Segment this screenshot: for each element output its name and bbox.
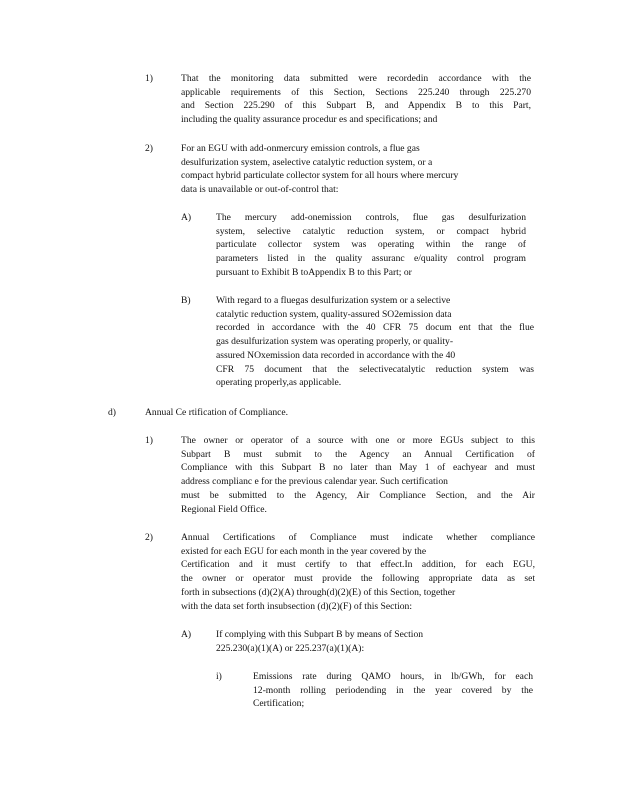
paragraph-annual-certification xyxy=(181,434,535,516)
text-line: recorded in accordance with the 40 CFR 75 docum ent that the flue xyxy=(216,322,534,334)
item-label: 2) xyxy=(145,143,153,154)
item-label: A) xyxy=(181,212,192,223)
text-line: applicable requirements of this Section, Sections 225.240 through 225.270 xyxy=(181,86,531,98)
paragraph-egu-controls xyxy=(181,142,521,197)
text-line: Certification; xyxy=(253,698,305,710)
text-line: with the data set forth insubsection (d)(2)(F) of this Section: xyxy=(181,600,413,612)
text-line: must be submitted to the Agency, Air Compliance Section, and the Air xyxy=(181,489,535,501)
paragraph-monitoring-data xyxy=(181,72,531,127)
text-line: forth in subsections (d)(2)(A) through(d)(2)(E) of this Section, together xyxy=(181,586,456,598)
paragraph-mercury-controls xyxy=(216,211,526,280)
text-line: With regard to a fluegas desulfurization system or a selective xyxy=(216,295,451,306)
paragraph-certification-content xyxy=(181,531,535,613)
text-line: compact hybrid particulate collector system for all hours where mercury xyxy=(181,170,459,182)
text-line: data is unavailable or out-of-control that: xyxy=(181,184,339,196)
text-line: gas desulfurization system was operating properly, or quality- xyxy=(216,336,454,348)
text-line: particulate collector system was operating within the range of xyxy=(216,239,526,251)
item-label: i) xyxy=(216,671,222,682)
text-line: assured NOxemission data recorded in accordance with the 40 xyxy=(216,349,456,361)
subsection-label: d) xyxy=(108,407,116,418)
text-line: desulfurization system, aselective catalytic reduction system, or a xyxy=(181,156,433,168)
text-line: catalytic reduction system, quality-assured SO2emission data xyxy=(216,308,452,320)
text-line: parameters listed in the quality assuranc e/quality control program xyxy=(216,253,526,265)
text-line: the owner or operator must provide the following appropriate data as set xyxy=(181,573,535,585)
text-line: pursuant to Exhibit B toAppendix B to this Part; or xyxy=(216,266,412,278)
subsection-heading xyxy=(145,406,445,420)
text-line: operating properly,as applicable. xyxy=(216,377,342,389)
item-label: A) xyxy=(181,629,192,640)
text-line: system, selective catalytic reduction system, or compact hybrid xyxy=(216,225,526,237)
text-line: That the monitoring data submitted were recordedin accordance with the xyxy=(181,73,531,84)
item-label: B) xyxy=(181,295,191,306)
text-line: If complying with this Subpart B by means of Section xyxy=(216,629,424,640)
paragraph-complying-means xyxy=(216,628,516,655)
text-line: Certification and it must certify to that effect.In addition, for each EGU, xyxy=(181,559,535,571)
text-line: CFR 75 document that the selectivecatalytic reduction system was xyxy=(216,363,534,375)
text-line: Emissions rate during QAMO hours, in lb/GWh, for each xyxy=(253,671,533,682)
text-line: The mercury add-onemission controls, flue gas desulfurization xyxy=(216,212,526,223)
text-line: Regional Field Office. xyxy=(181,503,267,515)
item-label: 1) xyxy=(145,73,153,84)
text-line: 12-month rolling periodending in the year covered by the xyxy=(253,684,533,696)
text-line: existed for each EGU for each month in the year covered by the xyxy=(181,545,427,557)
text-line: The owner or operator of a source with one or more EGUs subject to this xyxy=(181,435,535,446)
text-line: and Section 225.290 of this Subpart B, and Appendix B to this Part, xyxy=(181,100,531,112)
text-line: Subpart B must submit to the Agency an Annual Certification of xyxy=(181,448,535,460)
text-line: Annual Certifications of Compliance must indicate whether compliance xyxy=(181,532,535,543)
paragraph-fgd-scr xyxy=(216,294,534,390)
text-line: including the quality assurance procedur es and specifications; and xyxy=(181,114,438,126)
item-label: 1) xyxy=(145,435,153,446)
text-line: Compliance with this Subpart B no later than May 1 of eachyear and must xyxy=(181,462,535,474)
item-label: 2) xyxy=(145,532,153,543)
text-line: For an EGU with add-onmercury emission controls, a flue gas xyxy=(181,143,420,154)
paragraph-emissions-rate xyxy=(253,670,533,711)
text-line: address complianc e for the previous calendar year. Such certification xyxy=(181,476,448,488)
text-line: 225.230(a)(1)(A) or 225.237(a)(1)(A): xyxy=(216,642,365,654)
text-line: Annual Ce rtification of Compliance. xyxy=(145,407,289,418)
